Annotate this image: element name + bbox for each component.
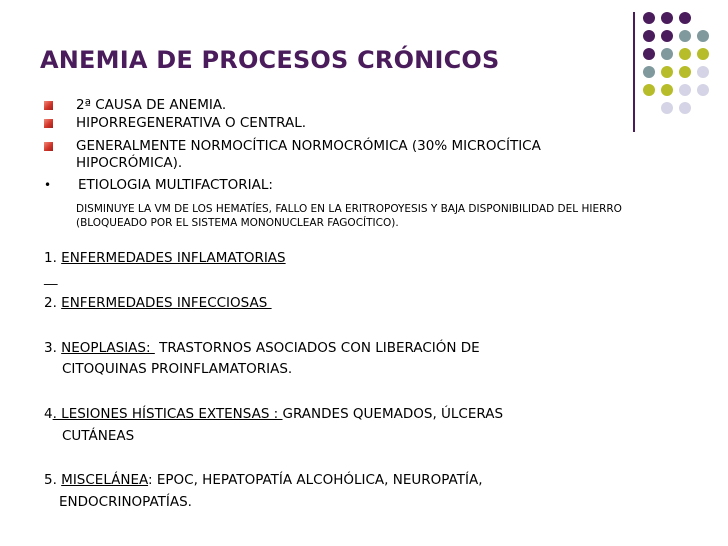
- item-3: [44, 340, 480, 356]
- slide-title: ANEMIA DE PROCESOS CRÓNICOS: [40, 46, 500, 74]
- decorative-dot: [661, 48, 673, 60]
- decorative-dot: [643, 30, 655, 42]
- item-5: [44, 472, 482, 488]
- bullet-text-1: 2ª CAUSA DE ANEMIA.: [76, 97, 227, 113]
- item-5-line-2: ENDOCRINOPATÍAS.: [59, 494, 192, 510]
- decorative-dot: [661, 84, 673, 96]
- decorative-dot: [643, 48, 655, 60]
- decorative-dot: [661, 30, 673, 42]
- decorative-dot: [697, 30, 709, 42]
- decorative-dot: [697, 66, 709, 78]
- decorative-dot: [697, 48, 709, 60]
- item-3-label: NEOPLASIAS:: [61, 340, 155, 356]
- item-4-label: . LESIONES HÍSTICAS EXTENSAS :: [52, 406, 283, 422]
- decorative-dot: [679, 48, 691, 60]
- item-2-label: ENFERMEDADES INFECCIOSAS: [61, 295, 272, 311]
- item-3-line-2: CITOQUINAS PROINFLAMATORIAS.: [62, 361, 293, 377]
- item-4-number: 4: [44, 406, 53, 422]
- etiology-detail-line-1: DISMINUYE LA VM DE LOS HEMATÍES, FALLO EN LA ERITROPOYESIS Y BAJA DISPONIBILIDAD DEL HIERRO: [76, 203, 622, 215]
- decorative-dot: [661, 66, 673, 78]
- item-2-number: 2.: [44, 295, 62, 311]
- decorative-dot: [643, 84, 655, 96]
- decorative-dot: [697, 84, 709, 96]
- decorative-dot: [679, 66, 691, 78]
- item-3-number: 3.: [44, 340, 62, 356]
- item-5-text: : EPOC, HEPATOPATÍA ALCOHÓLICA, NEUROPATÍA,: [148, 472, 483, 488]
- item-1: [44, 250, 286, 266]
- item-5-number: 5.: [44, 472, 62, 488]
- decorative-dot: [679, 84, 691, 96]
- decorative-dot: [679, 30, 691, 42]
- item-1-label: ENFERMEDADES INFLAMATORIAS: [61, 250, 286, 266]
- dot-bullet-icon: •: [44, 178, 52, 192]
- decorative-dot: [679, 102, 691, 114]
- decorative-dot: [643, 66, 655, 78]
- bullet-text-3-line-1: GENERALMENTE NORMOCÍTICA NORMOCRÓMICA (30% MICROCÍTICA: [76, 138, 541, 154]
- decorative-vertical-line: [633, 12, 635, 132]
- item-3-text: TRASTORNOS ASOCIADOS CON LIBERACIÓN DE: [154, 340, 480, 356]
- item-2: [44, 295, 272, 311]
- red-square-bullet-icon: [44, 101, 53, 110]
- item-4-line-2: CUTÁNEAS: [62, 428, 135, 444]
- decorative-dot: [661, 102, 673, 114]
- bullet-text-3-line-2: HIPOCRÓMICA).: [76, 155, 183, 171]
- item-4: [44, 406, 503, 422]
- bullet-text-2: HIPORREGENERATIVA O CENTRAL.: [76, 115, 307, 131]
- etiology-detail-line-2: (BLOQUEADO POR EL SISTEMA MONONUCLEAR FAGOCÍTICO).: [76, 217, 399, 229]
- item-4-text: GRANDES QUEMADOS, ÚLCERAS: [282, 406, 504, 422]
- red-square-bullet-icon: [44, 119, 53, 128]
- decorative-dot: [661, 12, 673, 24]
- etiology-detail: [76, 202, 622, 230]
- item-1-underscore: __: [44, 270, 58, 286]
- item-5-label: MISCELÁNEA: [61, 472, 149, 488]
- item-1-number: 1.: [44, 250, 62, 266]
- red-square-bullet-icon: [44, 142, 53, 151]
- decorative-dot: [643, 12, 655, 24]
- decorative-dot: [679, 12, 691, 24]
- bullet-text-4: ETIOLOGIA MULTIFACTORIAL:: [78, 177, 273, 193]
